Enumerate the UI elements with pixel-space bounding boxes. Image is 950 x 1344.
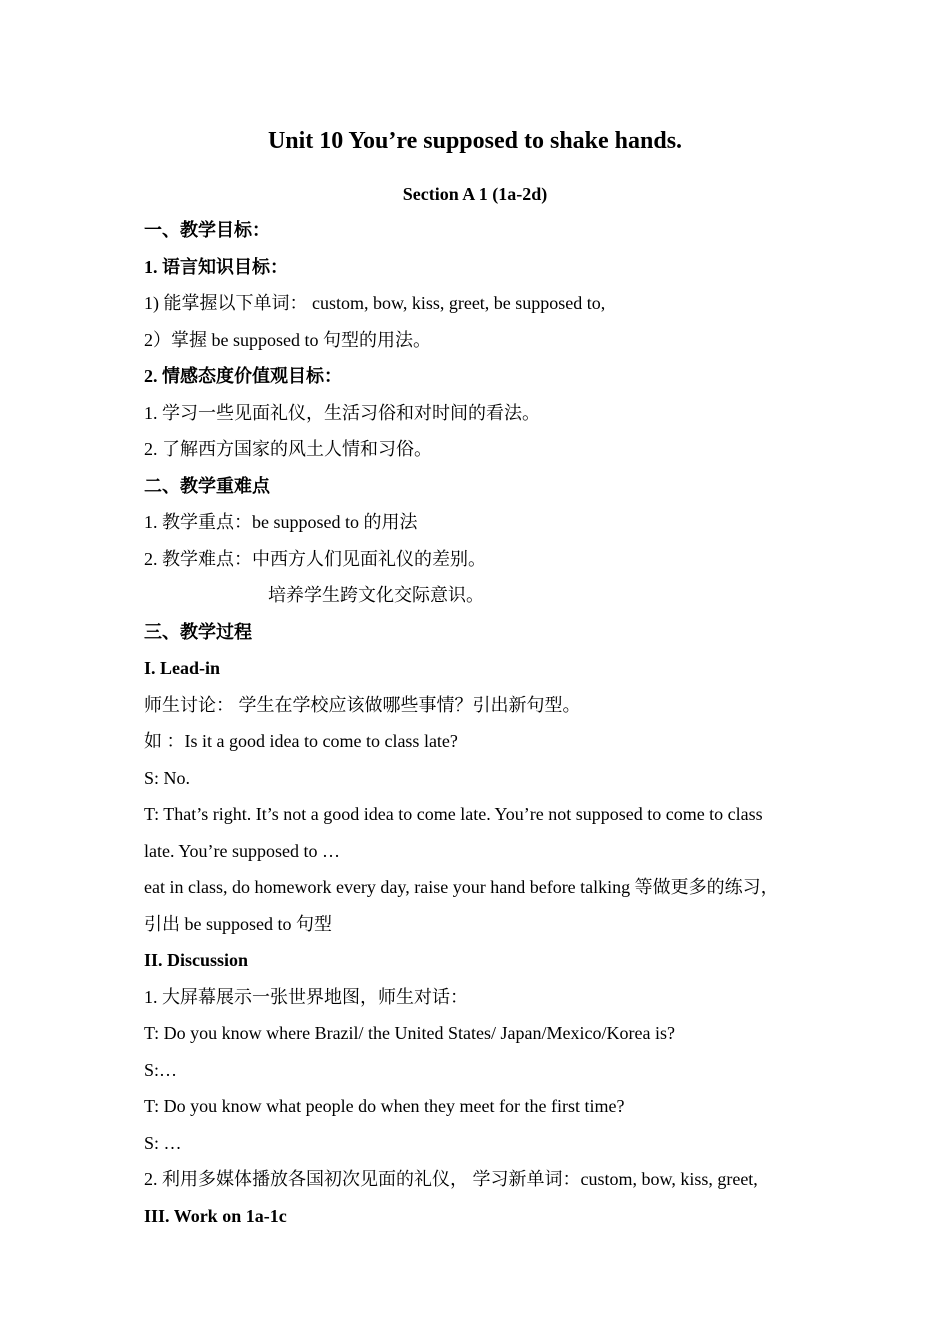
subheading-work-on: III. Work on 1a-1c: [144, 1205, 287, 1226]
paragraph-line: 2）掌握 be supposed to 句型的用法。: [144, 329, 431, 350]
subheading-language-goals: 1. 语言知识目标：: [144, 256, 288, 277]
paragraph-line: 师生讨论： 学生在学校应该做哪些事情？引出新句型。: [144, 694, 581, 715]
subheading-lead-in: I. Lead-in: [144, 658, 221, 678]
paragraph-line: 1. 大屏幕展示一张世界地图，师生对话：: [144, 986, 468, 1007]
paragraph-line: S: No.: [144, 767, 191, 788]
section-subtitle: Section A 1 (1a-2d): [402, 184, 548, 204]
paragraph-line: 2. 教学难点：中西方人们见面礼仪的差别。: [144, 548, 486, 569]
paragraph-line: S:…: [144, 1059, 178, 1080]
paragraph-line: 2. 了解西方国家的风土人情和习俗。: [144, 439, 432, 459]
paragraph-line: S: …: [144, 1132, 182, 1153]
paragraph-line: T: Do you know where Brazil/ the United States/ Japan/Mexico/Korea is?: [144, 1023, 675, 1043]
document-title: Unit 10 You’re supposed to shake hands.: [267, 128, 683, 154]
paragraph-line: late. You’re supposed to …: [144, 840, 340, 861]
heading-teaching-goals: 一、教学目标：: [144, 220, 270, 240]
paragraph-line: T: Do you know what people do when they meet for the first time?: [144, 1096, 625, 1116]
paragraph-line: 引出 be supposed to 句型: [144, 913, 332, 934]
paragraph-line: 2. 利用多媒体播放各国初次见面的礼仪， 学习新单词：custom, bow, kiss, greet,: [144, 1169, 758, 1189]
subheading-emotion-goals: 2. 情感态度价值观目标：: [144, 366, 342, 386]
heading-key-points: 二、教学重难点: [144, 475, 270, 496]
paragraph-line: 1. 学习一些见面礼仪，生活习俗和对时间的看法。: [144, 402, 540, 423]
paragraph-line: 1. 教学重点：be supposed to 的用法: [144, 512, 418, 532]
paragraph-line: 1) 能掌握以下单词： custom, bow, kiss, greet, be supposed to,: [144, 293, 606, 313]
heading-teaching-process: 三、教学过程: [144, 621, 252, 642]
paragraph-line: 培养学生跨文化交际意识。: [268, 585, 484, 605]
paragraph-line: 如 ：Is it a good idea to come to class late?: [144, 731, 458, 751]
paragraph-line: eat in class, do homework every day, raise your hand before talking 等做更多的练习，: [144, 877, 779, 897]
subheading-discussion: II. Discussion: [144, 950, 249, 970]
document-body: [144, 216, 814, 1238]
paragraph-line: T: That’s right. It’s not a good idea to come late. You’re not supposed to come to class: [144, 804, 763, 824]
